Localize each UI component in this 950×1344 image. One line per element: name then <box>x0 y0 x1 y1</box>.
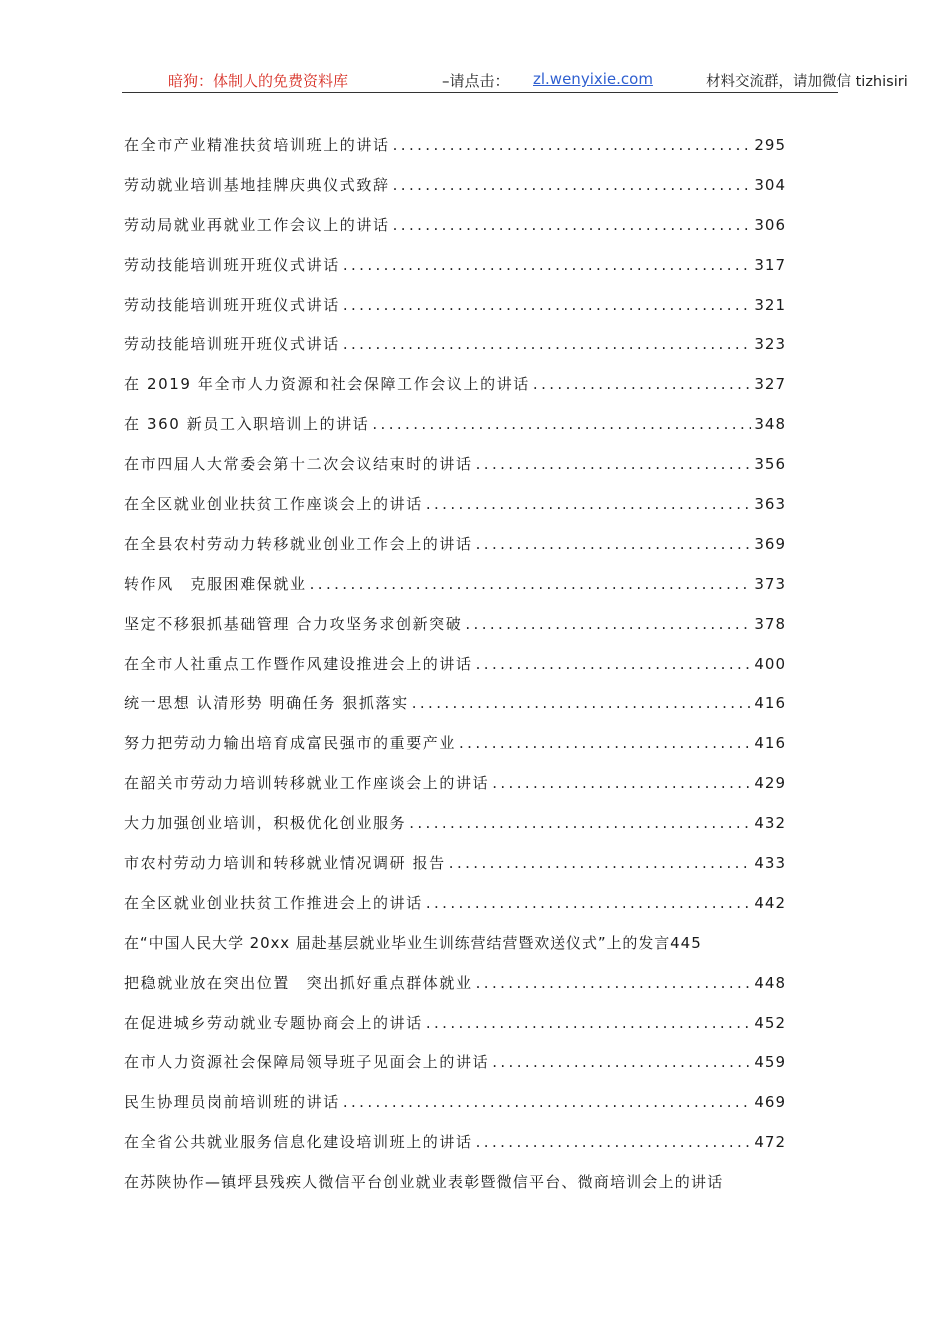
table-of-contents <box>124 134 786 1211</box>
toc-entry[interactable] <box>124 453 786 493</box>
toc-entry-page: 429 <box>754 774 786 793</box>
toc-entry-title: 努力把劳动力输出培育成富民强市的重要产业 <box>124 734 457 753</box>
toc-entry[interactable] <box>124 134 786 174</box>
toc-entry-title: 大力加强创业培训，积极优化创业服务 <box>124 814 407 833</box>
toc-dot-leader <box>426 894 752 912</box>
toc-dot-leader <box>476 535 752 553</box>
toc-dot-leader <box>492 774 751 792</box>
toc-dot-leader <box>393 176 752 194</box>
toc-dot-leader <box>343 1093 752 1111</box>
toc-entry[interactable] <box>124 692 786 732</box>
toc-entry-title: 在全区就业创业扶贫工作座谈会上的讲话 <box>124 495 423 514</box>
toc-entry-page: 369 <box>754 534 786 553</box>
toc-entry[interactable] <box>124 373 786 413</box>
toc-entry[interactable] <box>124 772 786 812</box>
toc-entry-page: 442 <box>754 893 786 912</box>
toc-entry-title: 劳动局就业再就业工作会议上的讲话 <box>124 215 390 234</box>
toc-entry-page: 432 <box>754 814 786 833</box>
toc-entry-page: 348 <box>754 415 786 434</box>
toc-entry-title: 在全县农村劳动力转移就业创业工作会上的讲话 <box>124 534 473 553</box>
toc-dot-leader <box>533 375 751 393</box>
toc-entry-page: 445 <box>670 933 702 952</box>
toc-entry-page: 452 <box>754 1013 786 1032</box>
toc-entry-page: 323 <box>754 335 786 354</box>
toc-entry-title: 统一思想 认清形势 明确任务 狠抓落实 <box>124 694 409 713</box>
page-header <box>122 66 908 93</box>
toc-dot-leader <box>492 1053 751 1071</box>
toc-entry-title: 在苏陕协作—镇坪县残疾人微信平台创业就业表彰暨微信平台、微商培训会上的讲话 <box>124 1173 724 1192</box>
toc-entry[interactable] <box>124 533 786 573</box>
toc-dot-leader <box>343 256 752 274</box>
toc-dot-leader <box>465 615 751 633</box>
toc-entry-title: 在促进城乡劳动就业专题协商会上的讲话 <box>124 1013 423 1032</box>
toc-entry[interactable] <box>124 892 786 932</box>
toc-entry[interactable] <box>124 1051 786 1091</box>
toc-entry-title: 劳动技能培训班开班仪式讲话 <box>124 255 340 274</box>
toc-entry-page: 416 <box>754 694 786 713</box>
toc-entry-title: 坚定不移狠抓基础管理 合力攻坚务求创新突破 <box>124 614 463 633</box>
toc-entry[interactable] <box>124 1012 786 1052</box>
toc-entry-page: 400 <box>754 654 786 673</box>
toc-entry[interactable] <box>124 573 786 613</box>
toc-dot-leader <box>310 575 752 593</box>
toc-dot-leader <box>343 335 752 353</box>
toc-entry-title: 市农村劳动力培训和转移就业情况调研 报告 <box>124 854 446 873</box>
toc-entry-title: 在韶关市劳动力培训转移就业工作座谈会上的讲话 <box>124 774 490 793</box>
toc-entry[interactable] <box>124 174 786 214</box>
toc-entry-title: 在市四届人大常委会第十二次会议结束时的讲话 <box>124 455 473 474</box>
toc-entry-page: 472 <box>754 1133 786 1152</box>
toc-entry[interactable] <box>124 254 786 294</box>
toc-entry-page: 416 <box>754 734 786 753</box>
toc-entry[interactable] <box>124 932 840 972</box>
toc-dot-leader <box>476 655 752 673</box>
toc-dot-leader <box>393 136 752 154</box>
toc-entry-page: 356 <box>754 455 786 474</box>
toc-dot-leader <box>426 495 752 513</box>
toc-dot-leader <box>449 854 752 872</box>
toc-dot-leader <box>476 455 752 473</box>
toc-entry-title: 把稳就业放在突出位置 突出抓好重点群体就业 <box>124 973 473 992</box>
header-prompt: –请点击： <box>442 72 510 90</box>
toc-entry-title: 在全市人社重点工作暨作风建设推进会上的讲话 <box>124 654 473 673</box>
toc-dot-leader <box>476 974 752 992</box>
toc-entry[interactable] <box>124 653 786 693</box>
toc-entry[interactable] <box>124 294 786 334</box>
toc-entry-title: 在全省公共就业服务信息化建设培训班上的讲话 <box>124 1133 473 1152</box>
toc-entry-page: 321 <box>754 295 786 314</box>
toc-entry-title: 民生协理员岗前培训班的讲话 <box>124 1093 340 1112</box>
toc-dot-leader <box>412 694 752 712</box>
toc-entry[interactable] <box>124 413 786 453</box>
toc-entry[interactable] <box>124 852 786 892</box>
toc-entry-title: 在 2019 年全市人力资源和社会保障工作会议上的讲话 <box>124 375 530 394</box>
toc-entry-title: 在全区就业创业扶贫工作推进会上的讲话 <box>124 893 423 912</box>
toc-entry-title: 劳动就业培训基地挂牌庆典仪式致辞 <box>124 175 390 194</box>
toc-entry-title: 劳动技能培训班开班仪式讲话 <box>124 335 340 354</box>
toc-entry[interactable] <box>124 1171 840 1211</box>
toc-entry[interactable] <box>124 972 786 1012</box>
toc-entry-title: 在市人力资源社会保障局领导班子见面会上的讲话 <box>124 1053 490 1072</box>
toc-entry-page: 469 <box>754 1093 786 1112</box>
toc-entry-page: 306 <box>754 215 786 234</box>
toc-entry-page: 363 <box>754 495 786 514</box>
toc-dot-leader <box>372 415 751 433</box>
toc-entry[interactable] <box>124 613 786 653</box>
toc-entry-page: 378 <box>754 614 786 633</box>
toc-dot-leader <box>459 734 751 752</box>
toc-entry[interactable] <box>124 333 786 373</box>
toc-entry-title: 转作风 克服困难保就业 <box>124 574 307 593</box>
toc-entry-page: 433 <box>754 854 786 873</box>
header-link[interactable]: zl.wenyixie.com <box>533 70 653 88</box>
toc-entry[interactable] <box>124 214 786 254</box>
toc-entry-page: 373 <box>754 574 786 593</box>
toc-entry-page: 304 <box>754 175 786 194</box>
toc-entry[interactable] <box>124 1131 786 1171</box>
toc-entry-page: 327 <box>754 375 786 394</box>
toc-entry-title: 在 360 新员工入职培训上的讲话 <box>124 415 370 434</box>
toc-entry[interactable] <box>124 732 786 772</box>
header-brand: 暗狗：体制人的免费资料库 <box>168 72 349 90</box>
toc-entry-title: 劳动技能培训班开班仪式讲话 <box>124 295 340 314</box>
toc-entry[interactable] <box>124 1091 786 1131</box>
toc-entry[interactable] <box>124 493 786 533</box>
header-contact: 材料交流群，请加微信 tizhisiri <box>706 74 908 90</box>
toc-entry[interactable] <box>124 812 786 852</box>
toc-dot-leader <box>426 1014 752 1032</box>
toc-entry-page: 459 <box>754 1053 786 1072</box>
toc-entry-page: 295 <box>754 136 786 154</box>
toc-entry-title: 在“中国人民大学 20xx 届赴基层就业毕业生训练营结营暨欢送仪式”上的发言 <box>124 933 671 952</box>
toc-entry-page: 448 <box>754 973 786 992</box>
toc-dot-leader <box>343 296 752 314</box>
toc-dot-leader <box>476 1133 752 1151</box>
toc-dot-leader <box>393 216 752 234</box>
toc-dot-leader <box>409 814 751 832</box>
toc-entry-title: 在全市产业精准扶贫培训班上的讲话 <box>124 136 390 154</box>
toc-entry-page: 317 <box>754 255 786 274</box>
